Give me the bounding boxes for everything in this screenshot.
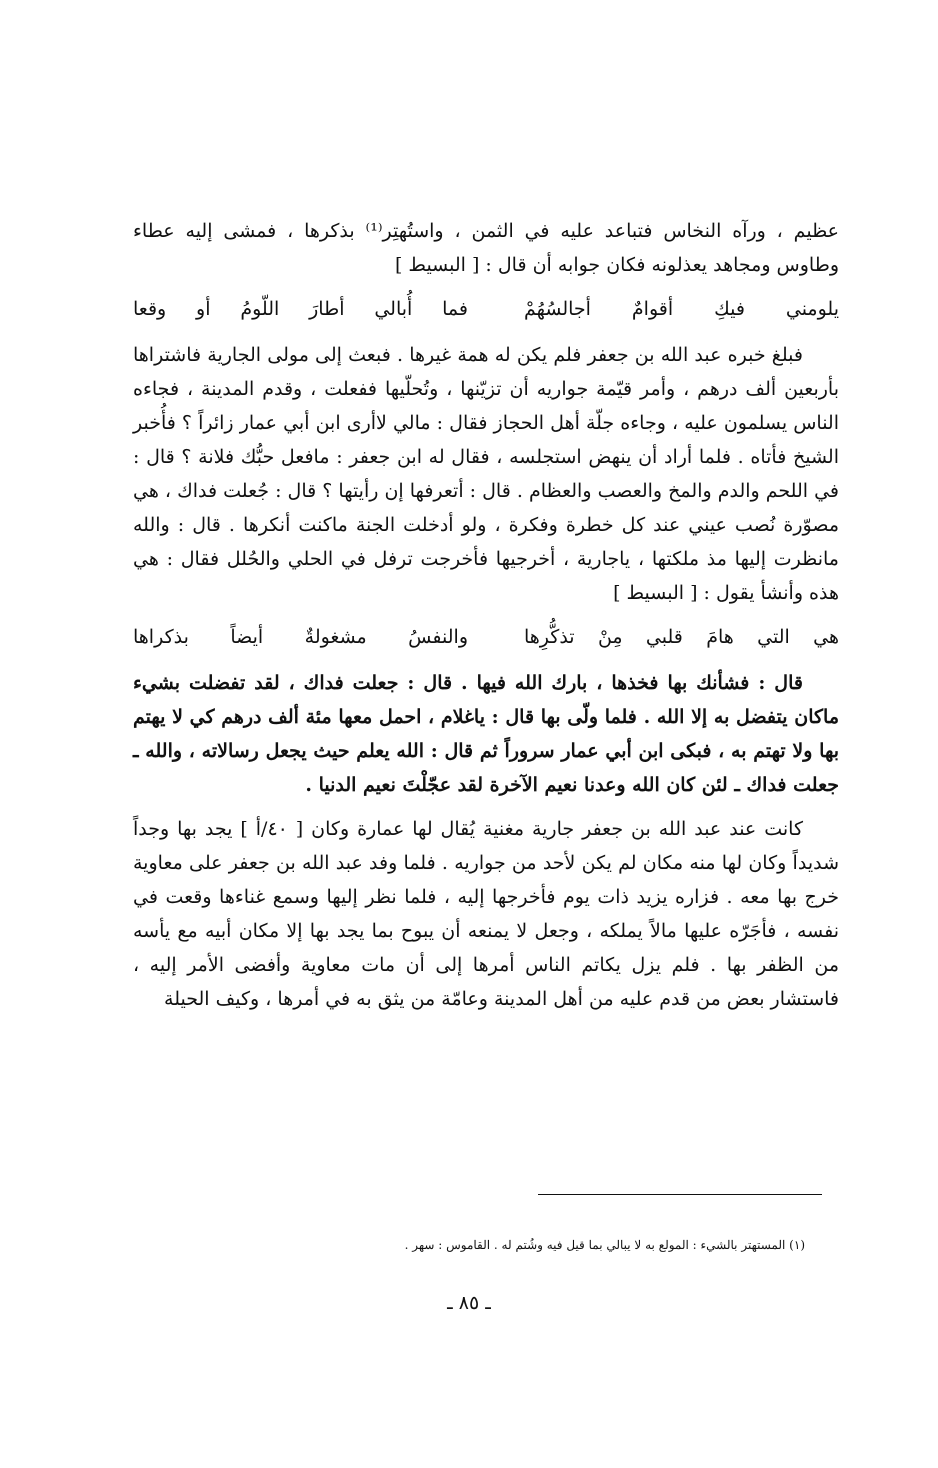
main-text (133, 214, 839, 1026)
paragraph-story: فبلغ خبره عبد الله بن جعفر فلم يكن له همة غيرها . فبعث إلى مولى الجارية فاشتراها بأربعين ألف درهم ، وأمر قيّمة جواريه أن تزيّنها ، وتُحلّيها ففعلت ، وقدم المدينة ، فجاءه الناس يسلمون عليه ، وجاءه جلّة أهل الحجاز فقال : مالي لاأرى ابن أبي عمار زائراً ؟ فأُخبر الشيخ فأتاه . فلما أراد أن ينهض استجلسه ، فقال له ابن جعفر : مافعل حبُّك فلانة ؟ قال : في اللحم والدم والمخ والعصب والعظام . قال : أتعرفها إن رأيتها ؟ قال : جُعلت فداك ، هي مصوّرة نُصب عيني عند كل خطرة وفكرة ، ولو أدخلت الجنة ماكنت أنكرها . قال : والله مانظرت إليها مذ ملكتها ، ياجارية ، أخرجيها فأخرجت ترفل في الحلي والحُلل فقال : هي هذه وأنشأ يقول : [ البسيط ] (133, 344, 839, 604)
verse-1-second-hemistich: فما أُبالي أطارَ اللّومُ أو وقعا (133, 298, 468, 320)
paragraph-intro: عظيم ، ورآه النخاس فتباعد عليه في الثمن ، واستُهتِر⁽¹⁾ بذكرها ، فمشى إليه عطاء وطاوس ومجاهد يعذلونه فكان جوابه أن قال : [ البسيط ] (133, 220, 839, 276)
verse-2-second-hemistich: والنفسُ مشغولةٌ أيضاً بذكراها (133, 626, 468, 648)
paragraph-reply: قال : فشأنك بها فخذها ، بارك الله فيها . قال : جعلت فداك ، لقد تفضلت بشيء ماكان يتفضل به إلا الله . فلما ولّى بها قال : ياغلام ، احمل معها مئة ألف درهم كي لا يهتم بها ولا تهتم به ، فبكى ابن أبي عمار سروراً ثم قال : الله يعلم حيث يجعل رسالاته ، والله ـ جعلت فداك ـ لئن كان الله وعدنا نعيم الآخرة لقد عجّلْتَ نعيم الدنيا . (133, 672, 839, 796)
verse-2-first-hemistich: هي التي هامَ قلبي مِنْ تذكُّرِها (524, 626, 839, 648)
verse-line-2 (133, 620, 839, 654)
paragraph-amara: كانت عند عبد الله بن جعفر جارية مغنية يُقال لها عمارة وكان [ ٤٠/أ ] يجد بها وجداً شديداً وكان لها منه مكان لم يكن لأحد من جواريه . فلما وفد عبد الله بن جعفر على معاوية خرج بها معه . فزاره يزيد ذات يوم فأخرجها إليه ، فلما نظر إليها وسمع غناءها وقعت في نفسه ، فأجَرّه عليها مالاً يملكه ، وجعل لا يمنعه أن يبوح بما يجد بها إلا مكان أبيه مع يأسه من الظفر بها . فلم يزل يكاتم الناس أمرها إلى أن مات معاوية وأفضى الأمر إليه ، فاستشار بعض من قدم عليه من أهل المدينة وعامّة من يثق به في أمرها ، وكيف الحيلة (133, 818, 839, 1010)
footnote: (١) المستهتر بالشيء : المولع به لا يبالي بما قيل فيه وشُتم له . القاموس : سهر . (404, 1238, 805, 1252)
verse-1-first-hemistich: يلومني فيكِ أقوامٌ أجالسُهُمْ (524, 298, 839, 320)
page-number: ـ ٨٥ ـ (447, 1292, 491, 1314)
verse-line-1 (133, 292, 839, 326)
footnote-divider (538, 1194, 822, 1195)
